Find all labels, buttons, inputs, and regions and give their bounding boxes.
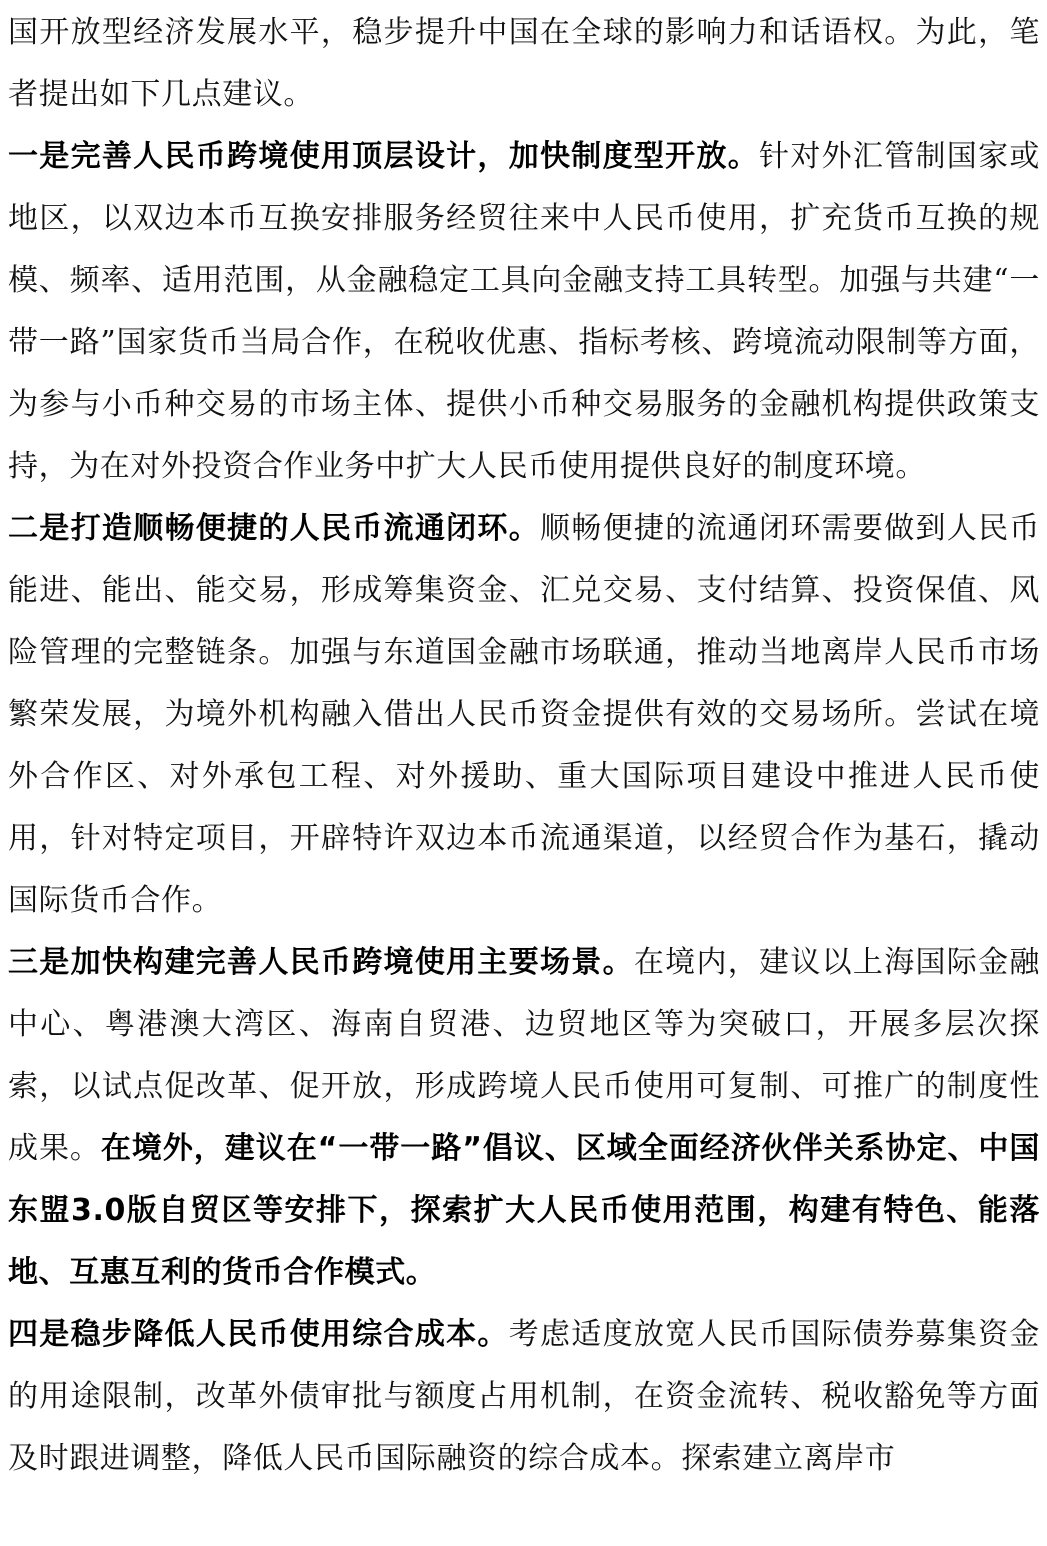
suggestion-paragraph-2 [8,498,1040,932]
suggestion-3-lead: 三是加快构建完善人民币跨境使用主要场景。 [8,945,634,980]
article-body [8,2,1040,1490]
suggestion-paragraph-4 [8,1304,1040,1490]
suggestion-4-body: 考虑适度放宽人民币国际债券募集资金的用途限制，改革外债审批与额度占用机制，在资金流转、税收豁免等方面及时跟进调整，降低人民币国际融资的综合成本。探索建立离岸市 [8,1317,1040,1476]
suggestion-paragraph-3 [8,932,1040,1304]
suggestion-2-body: 顺畅便捷的流通闭环需要做到人民币能进、能出、能交易，形成筹集资金、汇兑交易、支付结算、投资保值、风险管理的完整链条。加强与东道国金融市场联通，推动当地离岸人民币市场繁荣发展，为境外机构融入借出人民币资金提供有效的交易场所。尝试在境外合作区、对外承包工程、对外援助、重大国际项目建设中推进人民币使用，针对特定项目，开辟特许双边本币流通渠道，以经贸合作为基石，撬动国际货币合作。 [8,511,1040,918]
intro-text: 国开放型经济发展水平，稳步提升中国在全球的影响力和话语权。为此，笔者提出如下几点建议。 [8,15,1040,112]
suggestion-paragraph-1 [8,126,1040,498]
suggestion-1-body: 针对外汇管制国家或地区，以双边本币互换安排服务经贸往来中人民币使用，扩充货币互换的规模、频率、适用范围，从金融稳定工具向金融支持工具转型。加强与共建“一带一路”国家货币当局合作，在税收优惠、指标考核、跨境流动限制等方面，为参与小币种交易的市场主体、提供小币种交易服务的金融机构提供政策支持，为在对外投资合作业务中扩大人民币使用提供良好的制度环境。 [8,139,1040,484]
suggestion-2-lead: 二是打造顺畅便捷的人民币流通闭环。 [8,511,540,546]
suggestion-3-emphasis: 在境外，建议在“一带一路”倡议、区域全面经济伙伴关系协定、中国东盟3.0版自贸区等安排下，探索扩大人民币使用范围，构建有特色、能落地、互惠互利的货币合作模式。 [8,1131,1040,1290]
suggestion-4-lead: 四是稳步降低人民币使用综合成本。 [8,1317,509,1352]
suggestion-1-lead: 一是完善人民币跨境使用顶层设计，加快制度型开放。 [8,139,760,174]
intro-paragraph [8,2,1040,126]
suggestion-3-body: 在境内，建议以上海国际金融中心、粤港澳大湾区、海南自贸港、边贸地区等为突破口，开展多层次探索，以试点促改革、促开放，形成跨境人民币使用可复制、可推广的制度性成果。 [8,945,1040,1166]
